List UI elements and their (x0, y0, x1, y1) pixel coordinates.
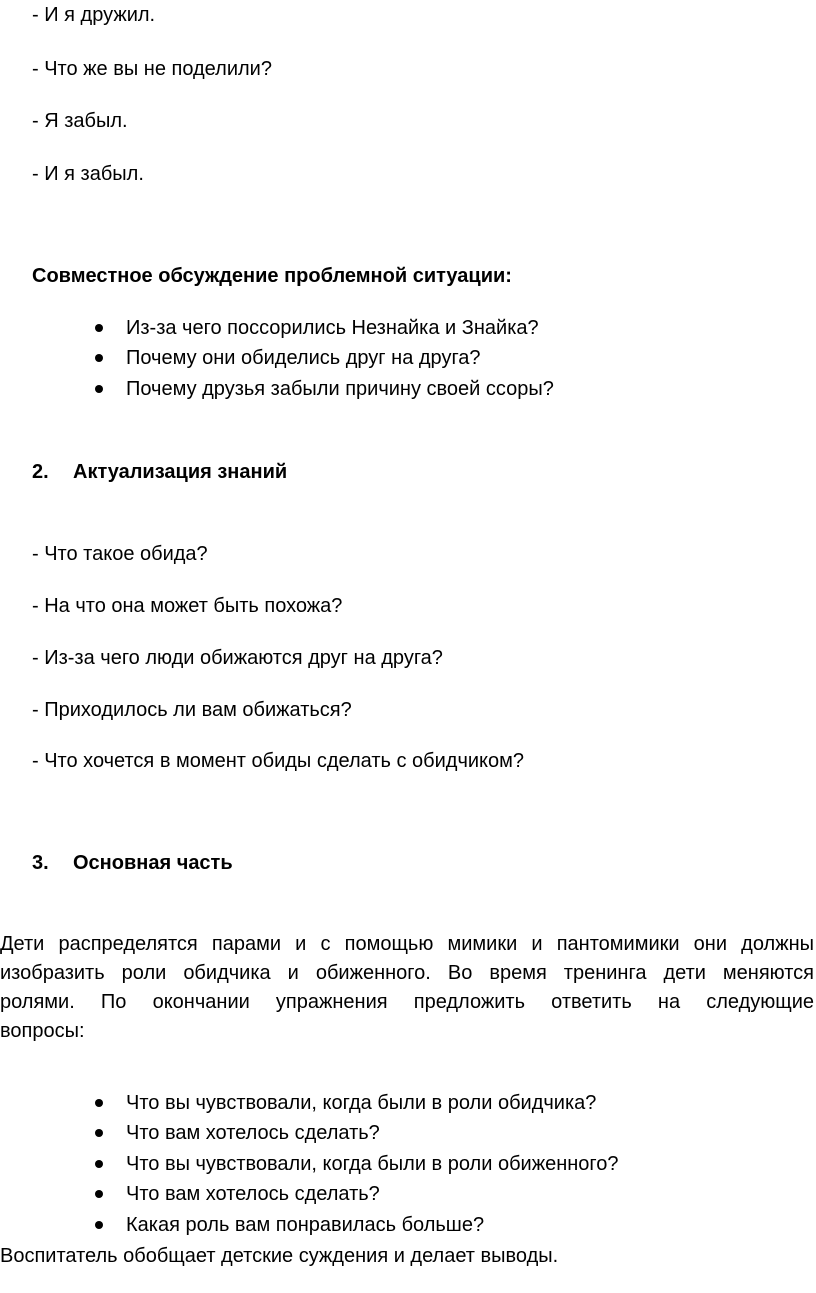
section2-question: - На что она может быть похожа? (32, 595, 343, 617)
section3-question: Что вам хотелось сделать? (126, 1122, 380, 1144)
bullet-icon (95, 1099, 103, 1107)
bullet-icon (95, 1160, 103, 1168)
section3-question: Какая роль вам понравилась больше? (126, 1214, 485, 1236)
bullet-icon (95, 354, 103, 362)
bullet-icon (95, 324, 103, 332)
discussion-question: Из-за чего поссорились Незнайка и Знайка? (126, 317, 539, 339)
dialogue-line: - И я забыл. (32, 163, 144, 185)
bullet-icon (95, 1190, 103, 1198)
section2-question: - Что такое обида? (32, 543, 208, 565)
dialogue-line: - И я дружил. (32, 4, 156, 26)
discussion-question: Почему друзья забыли причину своей ссоры? (126, 378, 554, 400)
section2-question: - Что хочется в момент обиды сделать с обидчиком? (32, 750, 525, 772)
section-number: 2. (32, 461, 49, 483)
dialogue-line: - Что же вы не поделили? (32, 58, 272, 80)
bullet-icon (95, 385, 103, 393)
section3-question: Что вы чувствовали, когда были в роли обиженного? (126, 1153, 619, 1175)
bullet-icon (95, 1221, 103, 1229)
paragraph-line: ролями. По окончании упражнения предложить ответить на следующие (0, 991, 814, 1013)
section3-question: Что вам хотелось сделать? (126, 1183, 380, 1205)
section-number: 3. (32, 852, 49, 874)
section-title: Актуализация знаний (73, 461, 288, 483)
dialogue-line: - Я забыл. (32, 110, 128, 132)
paragraph-line: Дети распределятся парами и с помощью мимики и пантомимики они должны (0, 933, 814, 955)
bullet-icon (95, 1129, 103, 1137)
discussion-heading: Совместное обсуждение проблемной ситуации: (32, 265, 512, 287)
section3-question: Что вы чувствовали, когда были в роли обидчика? (126, 1092, 597, 1114)
discussion-question: Почему они обиделись друг на друга? (126, 347, 481, 369)
paragraph-line: вопросы: (0, 1020, 85, 1042)
section2-question: - Из-за чего люди обижаются друг на друга? (32, 647, 443, 669)
conclusion-text: Воспитатель обобщает детские суждения и делает выводы. (0, 1245, 559, 1267)
section2-question: - Приходилось ли вам обижаться? (32, 699, 352, 721)
section3-paragraph (0, 930, 814, 1046)
paragraph-line: изобразить роли обидчика и обиженного. Во время тренинга дети меняются (0, 962, 814, 984)
section-title: Основная часть (73, 852, 233, 874)
